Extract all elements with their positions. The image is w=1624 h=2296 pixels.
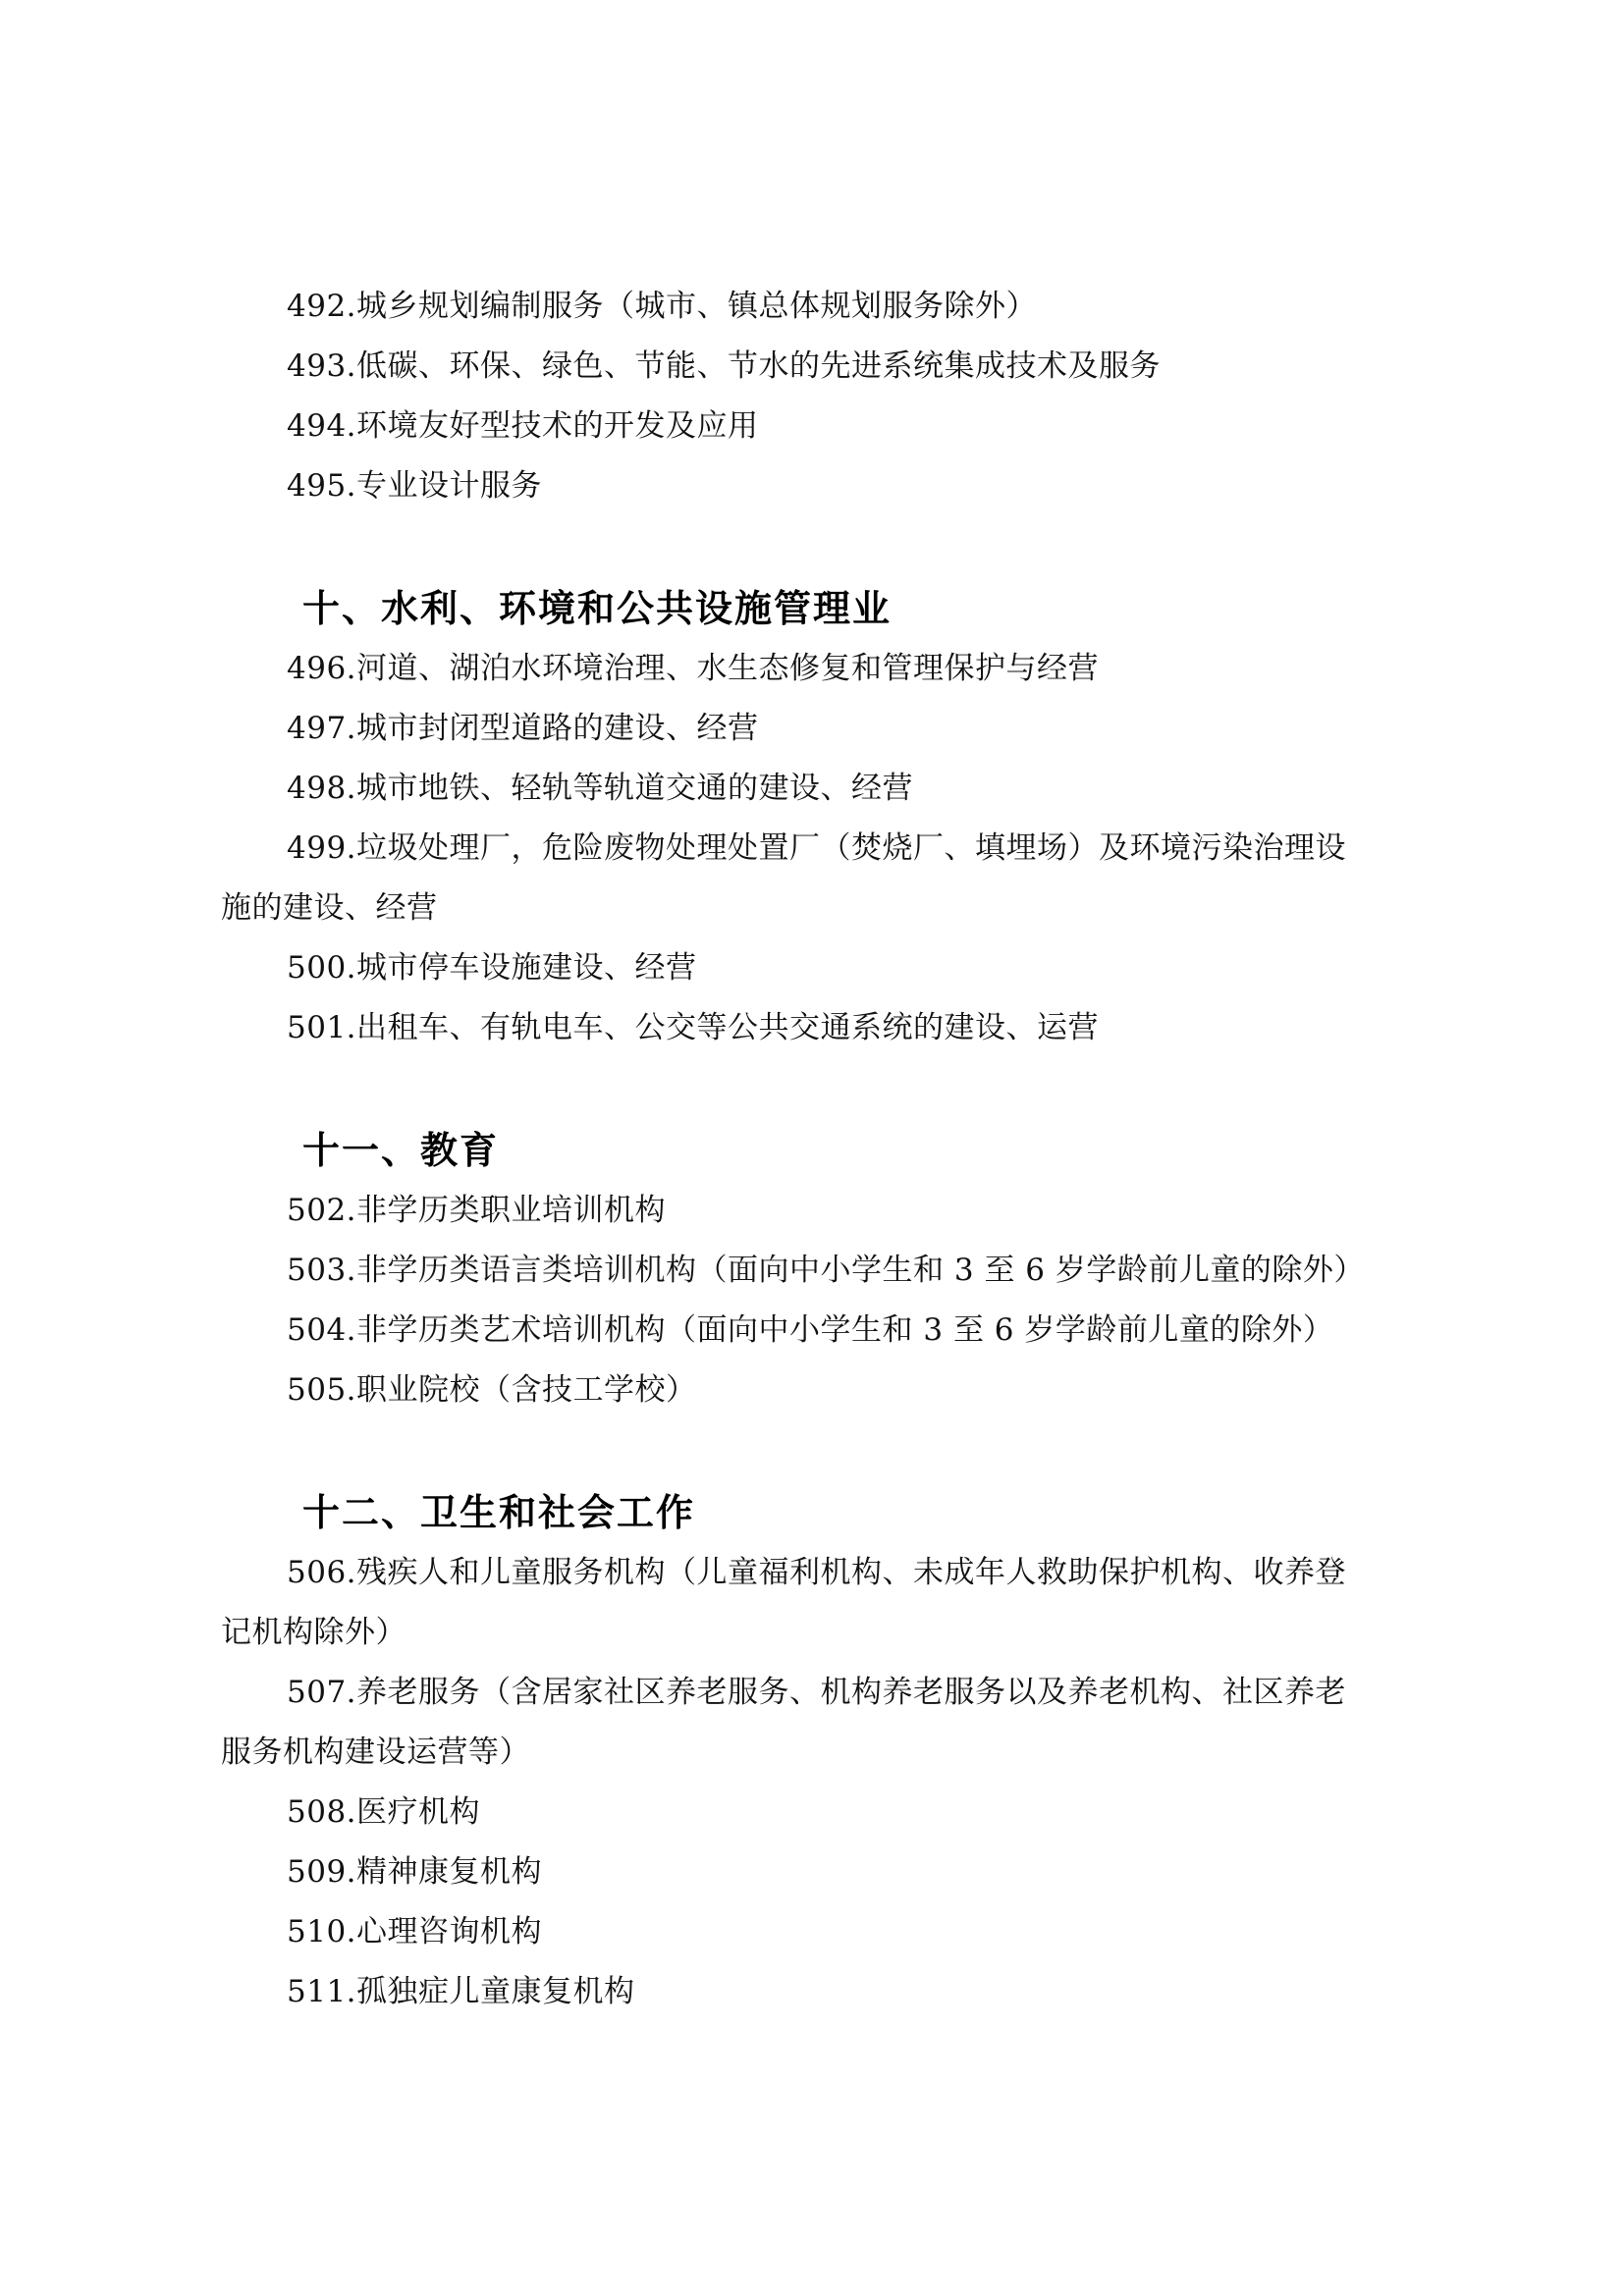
list-item-507: 507.养老服务（含居家社区养老服务、机构养老服务以及养老机构、社区养老 [287,1675,1347,1710]
list-item-506-continuation: 记机构除外） [221,1615,406,1650]
list-item-497: 497.城市封闭型道路的建设、经营 [287,711,759,746]
list-item-496: 496.河道、湖泊水环境治理、水生态修复和管理保护与经营 [287,651,1100,686]
section-heading-water-environment: 十、水利、环境和公共设施管理业 [302,587,893,630]
list-item-498: 498.城市地铁、轻轨等轨道交通的建设、经营 [287,771,914,806]
list-item-494: 494.环境友好型技术的开发及应用 [287,408,759,444]
list-item-493: 493.低碳、环保、绿色、节能、节水的先进系统集成技术及服务 [287,348,1162,384]
list-item-505: 505.职业院校（含技工学校） [287,1372,697,1408]
list-item-508: 508.医疗机构 [287,1794,481,1830]
list-item-501: 501.出租车、有轨电车、公交等公共交通系统的建设、运营 [287,1010,1100,1045]
list-item-495: 495.专业设计服务 [287,468,543,504]
list-item-506: 506.残疾人和儿童服务机构（儿童福利机构、未成年人救助保护机构、收养登 [287,1555,1347,1590]
list-item-499: 499.垃圾处理厂，危险废物处理处置厂（焚烧厂、填埋场）及环境污染治理设 [287,830,1347,866]
list-item-492: 492.城乡规划编制服务（城市、镇总体规划服务除外） [287,289,1038,324]
section-heading-education: 十一、教育 [302,1129,500,1172]
list-item-510: 510.心理咨询机构 [287,1914,543,1949]
list-item-502: 502.非学历类职业培训机构 [287,1193,667,1228]
list-item-507-continuation: 服务机构建设运营等） [221,1735,530,1770]
section-heading-health-social-work: 十二、卫生和社会工作 [302,1491,696,1534]
list-item-503: 503.非学历类语言类培训机构（面向中小学生和 3 至 6 岁学龄前儿童的除外） [287,1253,1365,1288]
list-item-504: 504.非学历类艺术培训机构（面向中小学生和 3 至 6 岁学龄前儿童的除外） [287,1312,1334,1348]
list-item-500: 500.城市停车设施建设、经营 [287,950,697,986]
list-item-499-continuation: 施的建设、经营 [221,890,438,926]
list-item-509: 509.精神康复机构 [287,1854,543,1890]
list-item-511: 511.孤独症儿童康复机构 [287,1974,635,2009]
